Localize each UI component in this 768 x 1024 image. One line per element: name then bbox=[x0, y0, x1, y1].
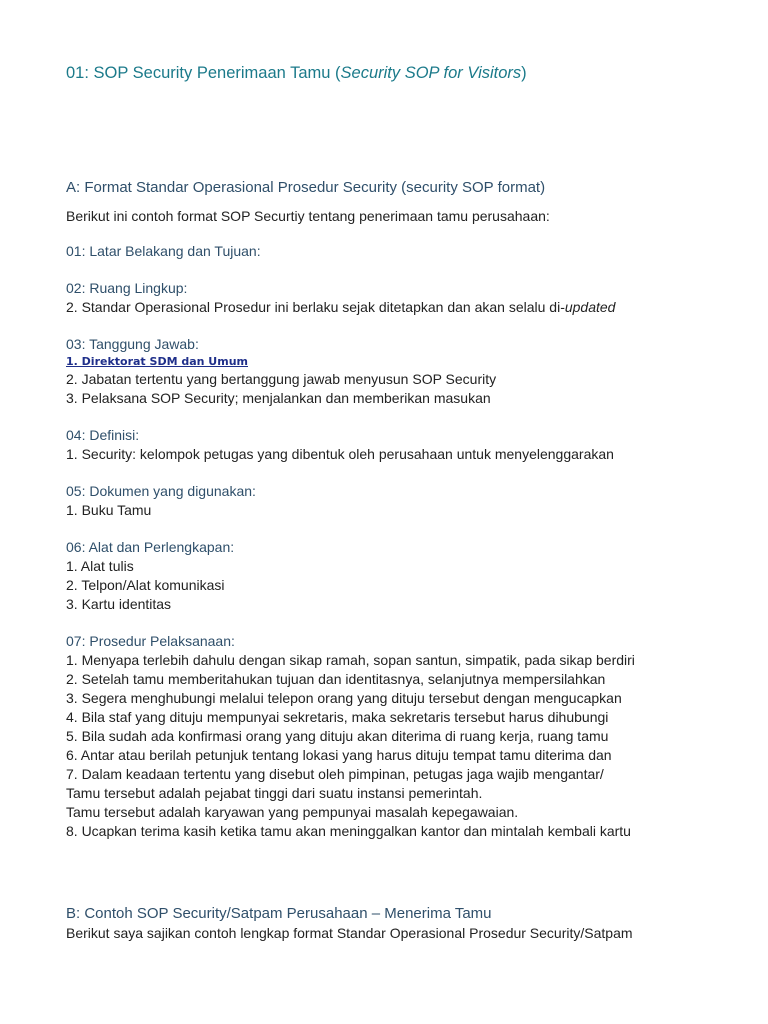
block-06-heading: 06: Alat dan Perlengkapan: bbox=[66, 539, 235, 555]
direktorat-sdm-link[interactable]: 1. Direktorat SDM dan Umum bbox=[66, 355, 248, 368]
block-04-heading: 04: Definisi: bbox=[66, 427, 140, 443]
list-item: Tamu tersebut adalah pejabat tinggi dari suatu instansi pemerintah. bbox=[66, 785, 483, 801]
list-item: 5. Bila sudah ada konfirmasi orang yang dituju akan diterima di ruang kerja, ruang tamu bbox=[66, 728, 609, 744]
section-b-intro: Berikut saya sajikan contoh lengkap format Standar Operasional Prosedur Security/Satpam bbox=[66, 925, 633, 941]
section-b-heading: B: Contoh SOP Security/Satpam Perusahaan – Menerima Tamu bbox=[66, 905, 492, 922]
list-item: 2. Telpon/Alat komunikasi bbox=[66, 577, 225, 593]
section-b bbox=[66, 904, 664, 943]
block-03-responsibility bbox=[66, 335, 664, 408]
block-07-heading: 07: Prosedur Pelaksanaan: bbox=[66, 633, 235, 649]
section-a bbox=[66, 178, 664, 841]
block-02-scope bbox=[66, 279, 664, 317]
block-01-background bbox=[66, 242, 664, 261]
list-item: 1. Alat tulis bbox=[66, 558, 134, 574]
block-06-equipment bbox=[66, 538, 664, 614]
title-close: ) bbox=[521, 64, 527, 82]
block-02-heading: 02: Ruang Lingkup: bbox=[66, 280, 188, 296]
block-03-heading: 03: Tanggung Jawab: bbox=[66, 336, 199, 352]
block-04-definition bbox=[66, 426, 664, 464]
list-item: 1. Security: kelompok petugas yang dibentuk oleh perusahaan untuk menyelenggarakan bbox=[66, 446, 614, 462]
title-english: Security SOP for Visitors bbox=[340, 64, 522, 82]
list-item: 4. Bila staf yang dituju mempunyai sekretaris, maka sekretaris tersebut harus dihubungi bbox=[66, 709, 609, 725]
list-item: 3. Segera menghubungi melalui telepon orang yang dituju tersebut dengan mengucapkan bbox=[66, 690, 622, 706]
title-main: 01: SOP Security Penerimaan Tamu ( bbox=[66, 64, 341, 82]
list-item: 1. Buku Tamu bbox=[66, 502, 152, 518]
list-item: 2. Jabatan tertentu yang bertanggung jawab menyusun SOP Security bbox=[66, 371, 497, 387]
list-item: Tamu tersebut adalah karyawan yang pempunyai masalah kepegawaian. bbox=[66, 804, 519, 820]
block-05-heading: 05: Dokumen yang digunakan: bbox=[66, 483, 256, 499]
block-05-documents bbox=[66, 482, 664, 520]
section-a-intro: Berikut ini contoh format SOP Securtiy tentang penerimaan tamu perusahaan: bbox=[66, 208, 550, 224]
block-02-item-italic: updated bbox=[564, 299, 616, 315]
block-07-procedure bbox=[66, 632, 664, 841]
list-item: 3. Pelaksana SOP Security; menjalankan dan memberikan masukan bbox=[66, 390, 491, 406]
page-title bbox=[66, 64, 527, 83]
list-item: 2. Setelah tamu memberitahukan tujuan dan identitasnya, selanjutnya mempersilahkan bbox=[66, 671, 606, 687]
section-a-heading: A: Format Standar Operasional Prosedur Security (security SOP format) bbox=[66, 179, 546, 196]
document-content bbox=[66, 0, 664, 1024]
list-item: 6. Antar atau berilah petunjuk tentang lokasi yang harus dituju tempat tamu diterima dan bbox=[66, 747, 612, 763]
list-item: 7. Dalam keadaan tertentu yang disebut oleh pimpinan, petugas jaga wajib mengantar/ bbox=[66, 766, 604, 782]
list-item: 8. Ucapkan terima kasih ketika tamu akan meninggalkan kantor dan mintalah kembali kartu bbox=[66, 823, 631, 839]
block-02-item bbox=[66, 298, 664, 317]
block-02-item-text: 2. Standar Operasional Prosedur ini berlaku sejak ditetapkan dan akan selalu di- bbox=[66, 299, 565, 315]
list-item: 3. Kartu identitas bbox=[66, 596, 172, 612]
list-item: 1. Menyapa terlebih dahulu dengan sikap ramah, sopan santun, simpatik, pada sikap berdiri bbox=[66, 652, 635, 668]
block-01-heading: 01: Latar Belakang dan Tujuan: bbox=[66, 243, 261, 259]
